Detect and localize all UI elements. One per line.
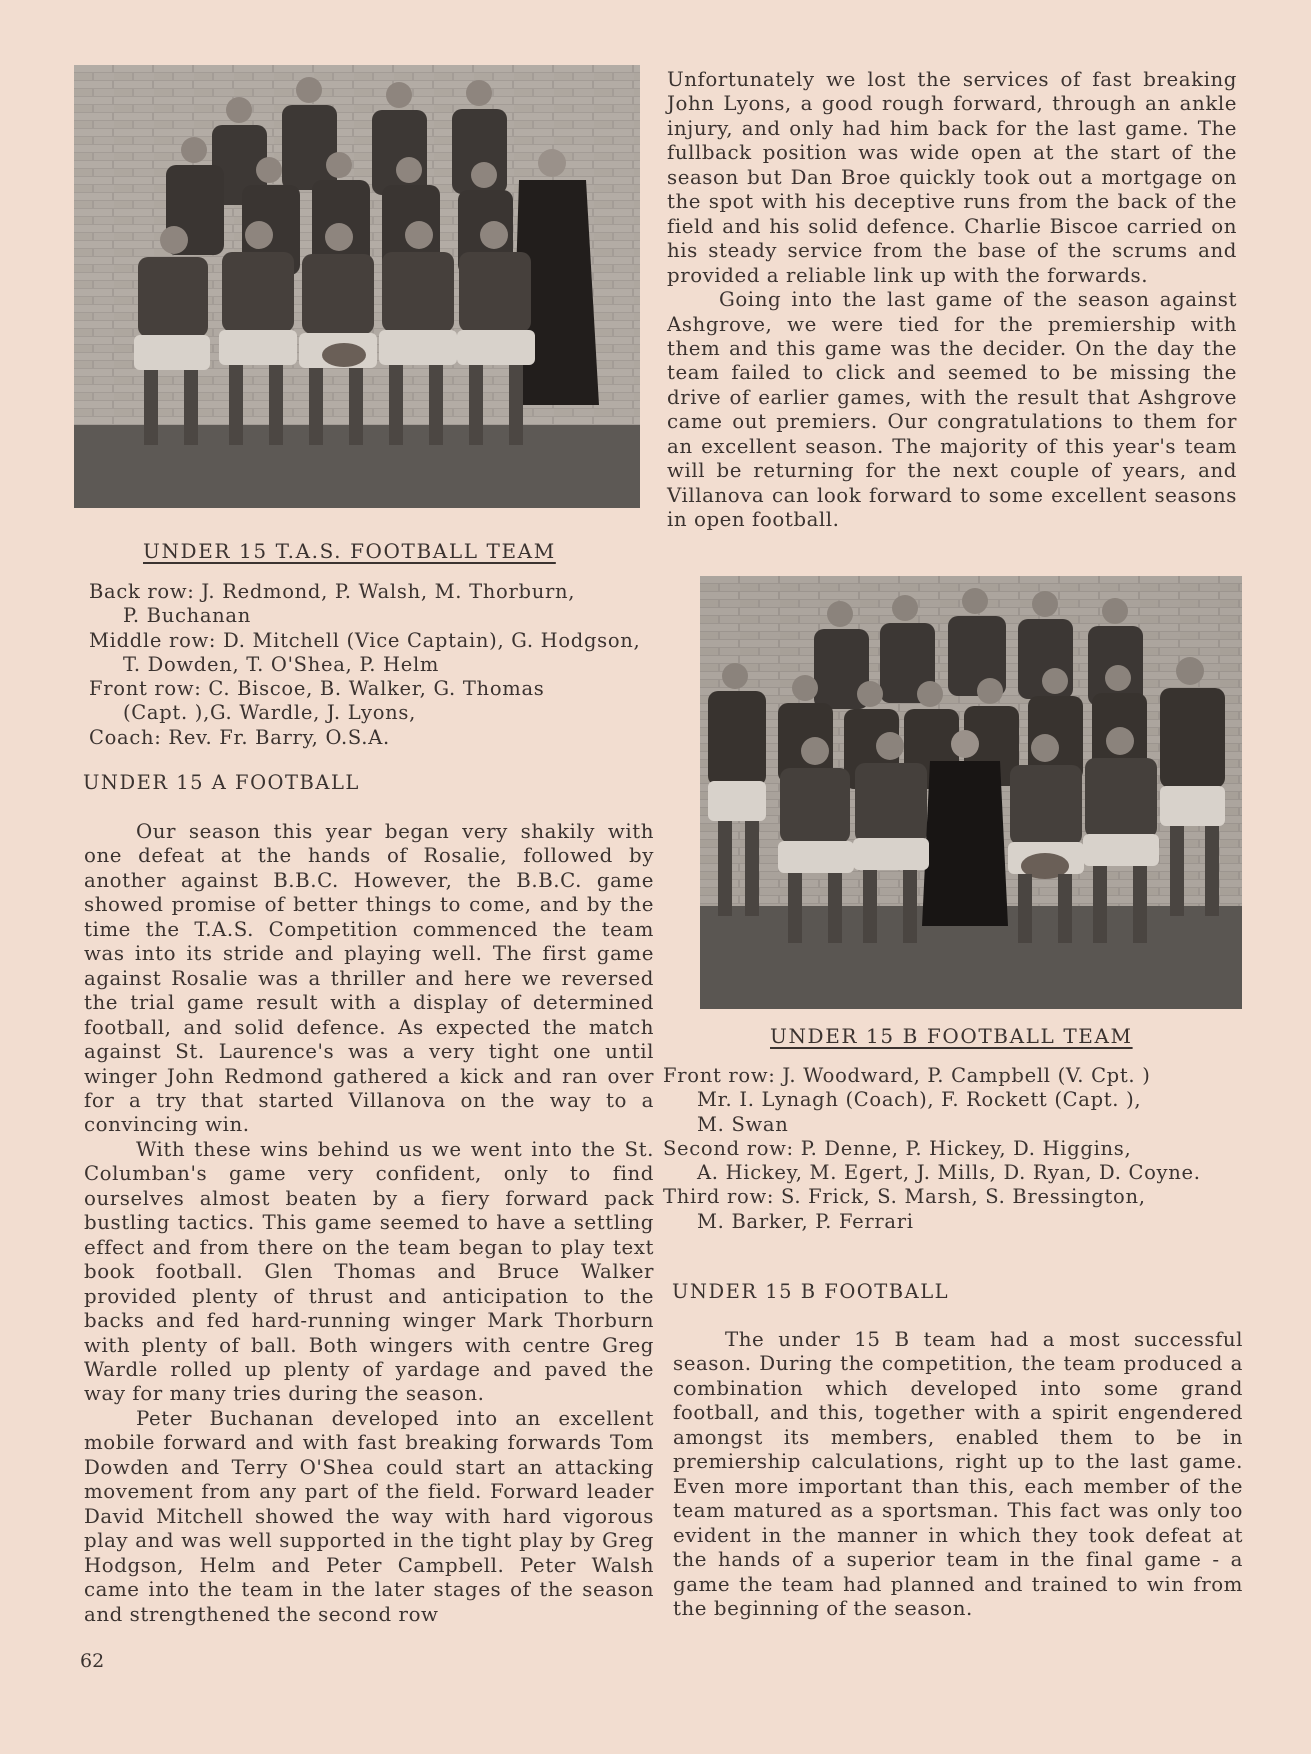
- roster-line: A. Hickey, M. Egert, J. Mills, D. Ryan, D. Coyne.: [697, 1161, 1201, 1185]
- paragraph: With these wins behind us we went into the St. Columban's game very confident, only to find ourselves almost beaten by a fiery forward pack bustling tactics. This game seemed to have a settling effect and from there on the team began to play text book football. Glen Thomas and Bruce Walker provided plenty of thrust and anticipation to the backs and fed hard-running winger Mark Thorburn with plenty of ball. Both wingers with centre Greg Wardle rolled up plenty of yardage and paved the way for many tries during the season.: [84, 1137, 654, 1406]
- roster-line: Second row: P. Denne, P. Hickey, D. Higgins,: [663, 1136, 1132, 1160]
- roster-line: Back row: J. Redmond, P. Walsh, M. Thorburn,: [89, 580, 576, 603]
- under15b-body: [673, 1328, 1243, 1621]
- under15a-body-left: [84, 820, 654, 1627]
- under15-tas-team-photo: [74, 65, 640, 508]
- roster-line: Front row: C. Biscoe, B. Walker, G. Thomas: [89, 677, 545, 701]
- roster-line: T. Dowden, T. O'Shea, P. Helm: [123, 652, 440, 676]
- roster-line: Front row: J. Woodward, P. Campbell (V. Cpt. ): [663, 1064, 1151, 1087]
- bottom-photo-caption: UNDER 15 B FOOTBALL TEAM: [770, 1024, 1133, 1048]
- top-photo-roster: [89, 580, 640, 750]
- roster-line: Third row: S. Frick, S. Marsh, S. Bressington,: [663, 1185, 1146, 1209]
- roster-line: Coach: Rev. Fr. Barry, O.S.A.: [89, 725, 390, 749]
- roster-line: Middle row: D. Mitchell (Vice Captain), G. Hodgson,: [89, 628, 641, 652]
- under15a-heading: UNDER 15 A FOOTBALL: [83, 771, 360, 794]
- roster-line: M. Barker, P. Ferrari: [697, 1209, 914, 1233]
- paragraph: Our season this year began very shakily with one defeat at the hands of Rosalie, followed by another against B.B.C. However, the B.B.C. game showed promise of better things to come, and by the time the T.A.S. Competition commenced the team was into its stride and playing well. The first game against Rosalie was a thriller and here we reversed the trial game result with a display of determined football, and solid defence. As expected the match against St. Laurence's was a very tight one until winger John Redmond gathered a kick and ran over for a try that started Villanova on the way to a convincing win.: [84, 820, 654, 1137]
- roster-line: P. Buchanan: [123, 604, 252, 628]
- roster-line: M. Swan: [697, 1112, 789, 1136]
- paragraph: The under 15 B team had a most successful season. During the competition, the team produced a combination which developed into some grand football, and this, together with a spirit engendered amongst its members, enabled them to be in premiership calculations, right up to the last game. Even more important than this, each member of the team matured as a sportsman. This fact was only too evident in the manner in which they took defeat at the hands of a superior team in the final game - a game the team had planned and trained to win from the beginning of the season.: [673, 1328, 1243, 1620]
- paragraph: Peter Buchanan developed into an excellent mobile forward and with fast breaking forwards Tom Dowden and Terry O'Shea could start an attacking movement from any part of the field. Forward leader David Mitchell showed the way with hard vigorous play and was well supported in the tight play by Greg Hodgson, Helm and Peter Campbell. Peter Walsh came into the team in the later stages of the season and strengthened the second row: [84, 1406, 654, 1626]
- roster-line: Mr. I. Lynagh (Coach), F. Rockett (Capt. ),: [697, 1088, 1142, 1112]
- bottom-photo-roster: [663, 1064, 1201, 1234]
- under15a-body-continuation: [667, 68, 1237, 533]
- top-photo-caption: UNDER 15 T.A.S. FOOTBALL TEAM: [143, 539, 556, 563]
- roster-line: (Capt. ),G. Wardle, J. Lyons,: [123, 701, 417, 725]
- under15b-heading: UNDER 15 B FOOTBALL: [672, 1280, 950, 1303]
- page-number: 62: [80, 1650, 105, 1672]
- under15b-team-photo: [700, 576, 1242, 1009]
- paragraph: Going into the last game of the season against Ashgrove, we were tied for the premiership with them and this game was the decider. On the day the team failed to click and seemed to be missing the drive of earlier games, with the result that Ashgrove came out premiers. Our congratulations to them for an excellent season. The majority of this year's team will be returning for the next couple of years, and Villanova can look forward to some excellent seasons in open football.: [667, 288, 1237, 532]
- paragraph: Unfortunately we lost the services of fast breaking John Lyons, a good rough forward, through an ankle injury, and only had him back for the last game. The fullback position was wide open at the start of the season but Dan Broe quickly took out a mortgage on the spot with his deceptive runs from the back of the field and his solid defence. Charlie Biscoe carried on his steady service from the base of the scrums and provided a reliable link up with the forwards.: [667, 68, 1237, 287]
